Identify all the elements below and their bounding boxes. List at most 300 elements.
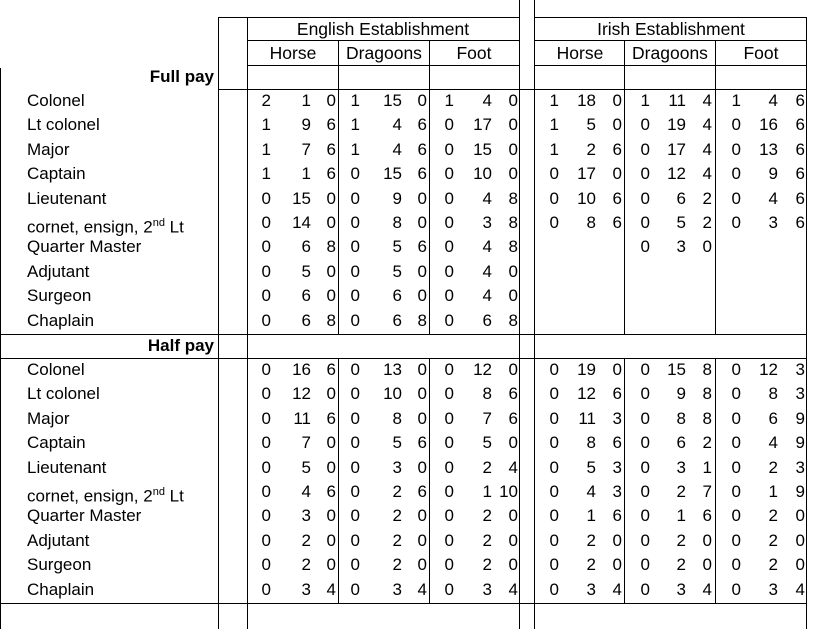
- pay-cell: 3: [482, 213, 492, 232]
- rank-label: Major: [27, 409, 70, 428]
- pay-cell: 0: [508, 433, 518, 452]
- pay-cell: 0: [417, 286, 427, 305]
- pay-cell: 0: [417, 384, 427, 403]
- pay-cell: 0: [549, 164, 559, 183]
- full-pay-section-label: Full pay: [149, 67, 214, 86]
- pay-cell: 1: [768, 482, 778, 501]
- pay-cell: 0: [326, 555, 336, 574]
- pay-cell: 0: [350, 531, 360, 550]
- pay-cell: 8: [586, 433, 596, 452]
- pay-cell: 1: [350, 115, 360, 134]
- rank-label: Colonel: [27, 360, 85, 379]
- pay-cell: 4: [482, 189, 492, 208]
- pay-cell: 0: [326, 433, 336, 452]
- pay-cell: 0: [350, 506, 360, 525]
- pay-cell: 0: [508, 262, 518, 281]
- pay-cell: 12: [577, 384, 596, 403]
- pay-cell: 3: [612, 482, 622, 501]
- pay-cell: 6: [301, 286, 311, 305]
- pay-cell: 0: [640, 115, 650, 134]
- column-rule: [338, 359, 339, 603]
- pay-cell: 6: [326, 140, 336, 159]
- pay-cell: 0: [508, 140, 518, 159]
- pay-cell: 2: [676, 531, 686, 550]
- pay-cell: 0: [731, 213, 741, 232]
- pay-cell: 0: [326, 189, 336, 208]
- row-rule: [534, 40, 806, 41]
- pay-cell: 0: [731, 409, 741, 428]
- pay-cell: 6: [795, 164, 805, 183]
- pay-cell: 6: [417, 164, 427, 183]
- rank-label: Lieutenant: [27, 458, 107, 477]
- pay-cell: 0: [731, 458, 741, 477]
- pay-cell: 1: [350, 91, 360, 110]
- pay-cell: 6: [326, 115, 336, 134]
- pay-cell: 8: [586, 213, 596, 232]
- pay-cell: 0: [350, 164, 360, 183]
- pay-cell: 9: [392, 189, 402, 208]
- pay-cell: 6: [417, 237, 427, 256]
- pay-cell: 0: [261, 555, 271, 574]
- pay-cell: 0: [612, 360, 622, 379]
- pay-cell: 0: [261, 506, 271, 525]
- pay-cell: 0: [350, 311, 360, 330]
- pay-cell: 9: [795, 409, 805, 428]
- pay-cell: 5: [586, 458, 596, 477]
- pay-cell: 4: [586, 482, 596, 501]
- rank-label: Captain: [27, 164, 86, 183]
- pay-cell: 0: [508, 286, 518, 305]
- pay-cell: 0: [640, 531, 650, 550]
- pay-cell: 3: [768, 580, 778, 599]
- pay-cell: 0: [731, 384, 741, 403]
- pay-cell: 0: [326, 213, 336, 232]
- pay-cell: 0: [731, 580, 741, 599]
- pay-cell: 8: [702, 384, 712, 403]
- column-rule: [624, 359, 625, 603]
- pay-cell: 0: [731, 531, 741, 550]
- pay-cell: 8: [702, 409, 712, 428]
- pay-cell: 6: [417, 433, 427, 452]
- pay-cell: 4: [392, 140, 402, 159]
- pay-cell: 0: [549, 213, 559, 232]
- pay-cell: 0: [417, 555, 427, 574]
- pay-cell: 0: [640, 237, 650, 256]
- pay-cell: 8: [482, 384, 492, 403]
- pay-cell: 0: [731, 189, 741, 208]
- pay-cell: 4: [702, 140, 712, 159]
- pay-cell: 2: [768, 555, 778, 574]
- rank-label: Surgeon: [27, 555, 92, 574]
- pay-cell: 8: [508, 189, 518, 208]
- pay-cell: 13: [759, 140, 778, 159]
- pay-cell: 4: [702, 91, 712, 110]
- rank-label: Surgeon: [27, 286, 92, 305]
- pay-cell: 2: [586, 140, 596, 159]
- row-rule: [0, 603, 806, 604]
- pay-cell: 19: [667, 115, 686, 134]
- pay-cell: 0: [350, 213, 360, 232]
- pay-cell: 3: [676, 237, 686, 256]
- english-dragoons-header: Dragoons: [346, 43, 422, 63]
- pay-cell: 0: [508, 506, 518, 525]
- pay-cell: 0: [444, 286, 454, 305]
- pay-cell: 0: [444, 213, 454, 232]
- pay-cell: 4: [301, 482, 311, 501]
- column-rule: [218, 17, 219, 629]
- pay-cell: 4: [392, 115, 402, 134]
- pay-cell: 0: [261, 433, 271, 452]
- pay-cell: 2: [702, 433, 712, 452]
- pay-cell: 0: [795, 531, 805, 550]
- pay-cell: 0: [261, 237, 271, 256]
- pay-cell: 0: [640, 555, 650, 574]
- rank-label: Major: [27, 140, 70, 159]
- pay-cell: 3: [795, 384, 805, 403]
- pay-cell: 8: [326, 311, 336, 330]
- pay-cell: 2: [676, 555, 686, 574]
- pay-cell: 1: [301, 164, 311, 183]
- column-rule: [429, 359, 430, 603]
- rank-label: Lieutenant: [27, 189, 107, 208]
- pay-cell: 0: [350, 458, 360, 477]
- pay-cell: 0: [731, 506, 741, 525]
- pay-cell: 0: [549, 433, 559, 452]
- column-rule: [247, 17, 248, 629]
- column-rule: [429, 40, 430, 334]
- pay-cell: 2: [301, 555, 311, 574]
- pay-cell: 6: [795, 189, 805, 208]
- pay-cell: 12: [292, 384, 311, 403]
- pay-cell: 0: [549, 458, 559, 477]
- pay-cell: 6: [795, 115, 805, 134]
- rank-label: Lt colonel: [27, 115, 100, 134]
- pay-cell: 0: [326, 91, 336, 110]
- pay-cell: 0: [640, 189, 650, 208]
- pay-cell: 0: [508, 164, 518, 183]
- pay-cell: 6: [612, 140, 622, 159]
- pay-cell: 9: [795, 482, 805, 501]
- pay-cell: 6: [612, 384, 622, 403]
- pay-cell: 6: [417, 482, 427, 501]
- pay-cell: 0: [444, 262, 454, 281]
- pay-cell: 0: [444, 531, 454, 550]
- pay-cell: 6: [702, 506, 712, 525]
- pay-cell: 0: [549, 409, 559, 428]
- pay-cell: 0: [350, 409, 360, 428]
- pay-cell: 0: [640, 458, 650, 477]
- pay-cell: 2: [586, 555, 596, 574]
- pay-cell: 2: [482, 506, 492, 525]
- pay-cell: 2: [392, 555, 402, 574]
- irish-horse-header: Horse: [556, 43, 604, 63]
- pay-cell: 2: [482, 458, 492, 477]
- pay-cell: 5: [301, 262, 311, 281]
- rank-label: Adjutant: [27, 262, 90, 281]
- pay-cell: 1: [261, 164, 271, 183]
- pay-cell: 4: [417, 580, 427, 599]
- pay-cell: 1: [301, 91, 311, 110]
- pay-cell: 0: [444, 311, 454, 330]
- pay-cell: 0: [549, 580, 559, 599]
- pay-cell: 1: [261, 115, 271, 134]
- pay-cell: 2: [482, 555, 492, 574]
- row-rule: [218, 17, 247, 18]
- rank-label: Quarter Master: [27, 237, 142, 256]
- pay-cell: 0: [640, 140, 650, 159]
- pay-cell: 2: [702, 189, 712, 208]
- column-rule: [806, 17, 807, 629]
- pay-cell: 0: [612, 555, 622, 574]
- pay-cell: 0: [612, 164, 622, 183]
- pay-cell: 6: [795, 213, 805, 232]
- pay-cell: 0: [444, 506, 454, 525]
- pay-cell: 6: [795, 140, 805, 159]
- row-rule: [534, 17, 806, 18]
- row-rule: [534, 65, 806, 66]
- pay-cell: 0: [640, 433, 650, 452]
- pay-cell: 16: [759, 115, 778, 134]
- pay-cell: 1: [676, 506, 686, 525]
- pay-cell: 2: [482, 531, 492, 550]
- pay-cell: 6: [676, 189, 686, 208]
- pay-cell: 0: [508, 360, 518, 379]
- pay-cell: 7: [482, 409, 492, 428]
- rank-label: Chaplain: [27, 580, 95, 599]
- pay-cell: 4: [482, 286, 492, 305]
- rank-label: Lt colonel: [27, 384, 100, 403]
- irish-establishment-header: Irish Establishment: [597, 19, 745, 39]
- pay-cell: 6: [508, 409, 518, 428]
- pay-cell: 0: [795, 506, 805, 525]
- row-rule: [247, 65, 519, 66]
- pay-cell: 0: [444, 482, 454, 501]
- pay-cell: 1: [640, 91, 650, 110]
- pay-cell: 9: [768, 164, 778, 183]
- pay-cell: 0: [350, 433, 360, 452]
- pay-cell: 6: [676, 433, 686, 452]
- pay-cell: 2: [392, 482, 402, 501]
- pay-cell: 0: [261, 580, 271, 599]
- pay-cell: 6: [508, 384, 518, 403]
- pay-cell: 8: [702, 360, 712, 379]
- pay-cell: 0: [350, 360, 360, 379]
- irish-dragoons-header: Dragoons: [632, 43, 708, 63]
- pay-cell: 6: [612, 433, 622, 452]
- pay-cell: 4: [702, 164, 712, 183]
- pay-cell: 0: [261, 482, 271, 501]
- english-establishment-header: English Establishment: [296, 19, 470, 39]
- pay-cell: 0: [640, 506, 650, 525]
- pay-cell: 0: [549, 384, 559, 403]
- pay-cell: 0: [640, 164, 650, 183]
- pay-cell: 4: [482, 262, 492, 281]
- rank-label: Quarter Master: [27, 506, 142, 525]
- pay-cell: 0: [612, 531, 622, 550]
- pay-cell: 0: [795, 555, 805, 574]
- pay-cell: 11: [578, 409, 596, 428]
- pay-cell: 5: [482, 433, 492, 452]
- pay-cell: 3: [676, 580, 686, 599]
- pay-cell: 0: [261, 189, 271, 208]
- pay-cell: 0: [508, 115, 518, 134]
- pay-cell: 4: [768, 189, 778, 208]
- pay-cell: 3: [301, 506, 311, 525]
- pay-cell: 0: [702, 555, 712, 574]
- pay-cell: 2: [392, 531, 402, 550]
- pay-cell: 2: [768, 506, 778, 525]
- pay-cell: 0: [261, 262, 271, 281]
- pay-cell: 0: [640, 384, 650, 403]
- rank-label: Captain: [27, 433, 86, 452]
- pay-cell: 0: [549, 506, 559, 525]
- column-rule: [519, 0, 520, 629]
- pay-cell: 0: [731, 164, 741, 183]
- pay-cell: 2: [768, 531, 778, 550]
- pay-cell: 0: [549, 360, 559, 379]
- pay-cell: 0: [261, 384, 271, 403]
- pay-cell: 0: [326, 384, 336, 403]
- pay-cell: 0: [612, 115, 622, 134]
- pay-cell: 17: [667, 140, 686, 159]
- pay-cell: 3: [482, 580, 492, 599]
- pay-cell: 0: [444, 409, 454, 428]
- pay-cell: 0: [731, 115, 741, 134]
- pay-cell: 14: [292, 213, 311, 232]
- pay-cell: 5: [676, 213, 686, 232]
- pay-cell: 8: [326, 237, 336, 256]
- pay-cell: 4: [508, 580, 518, 599]
- row-rule: [0, 358, 806, 359]
- pay-cell: 11: [293, 409, 311, 428]
- pay-cell: 0: [417, 506, 427, 525]
- pay-cell: 3: [586, 580, 596, 599]
- pay-cell: 16: [292, 360, 311, 379]
- pay-cell: 4: [612, 580, 622, 599]
- pay-cell: 1: [702, 458, 712, 477]
- pay-cell: 9: [301, 115, 311, 134]
- pay-cell: 0: [261, 531, 271, 550]
- row-rule: [218, 89, 806, 90]
- pay-cell: 0: [417, 409, 427, 428]
- pay-cell: 0: [417, 360, 427, 379]
- pay-cell: 6: [482, 311, 492, 330]
- pay-cell: 0: [417, 531, 427, 550]
- pay-cell: 0: [350, 286, 360, 305]
- pay-cell: 0: [350, 555, 360, 574]
- pay-cell: 0: [326, 286, 336, 305]
- pay-cell: 0: [444, 580, 454, 599]
- pay-cell: 2: [301, 531, 311, 550]
- pay-cell: 0: [444, 140, 454, 159]
- pay-cell: 8: [676, 409, 686, 428]
- pay-cell: 0: [417, 91, 427, 110]
- pay-cell: 0: [731, 555, 741, 574]
- pay-cell: 1: [549, 115, 559, 134]
- pay-cell: 2: [676, 482, 686, 501]
- pay-cell: 1: [586, 506, 596, 525]
- pay-cell: 17: [473, 115, 492, 134]
- pay-cell: 3: [612, 409, 622, 428]
- column-rule: [534, 0, 535, 629]
- ordinal-suffix: nd: [152, 486, 165, 498]
- pay-cell: 3: [768, 213, 778, 232]
- pay-cell: 6: [417, 115, 427, 134]
- pay-cell: 15: [473, 140, 492, 159]
- pay-cell: 0: [508, 91, 518, 110]
- pay-cell: 0: [417, 262, 427, 281]
- pay-cell: 0: [326, 531, 336, 550]
- pay-cell: 0: [444, 555, 454, 574]
- pay-cell: 17: [577, 164, 596, 183]
- pay-cell: 3: [795, 360, 805, 379]
- pay-cell: 1: [549, 140, 559, 159]
- pay-cell: 0: [326, 458, 336, 477]
- pay-cell: 0: [549, 555, 559, 574]
- pay-cell: 0: [508, 531, 518, 550]
- pay-cell: 19: [577, 360, 596, 379]
- pay-cell: 8: [417, 311, 427, 330]
- pay-cell: 0: [444, 164, 454, 183]
- pay-cell: 12: [473, 360, 492, 379]
- pay-cell: 6: [301, 237, 311, 256]
- pay-cell: 3: [392, 580, 402, 599]
- pay-cell: 8: [392, 213, 402, 232]
- pay-cell: 0: [326, 506, 336, 525]
- pay-cell: 18: [577, 91, 596, 110]
- pay-cell: 12: [667, 164, 686, 183]
- pay-cell: 4: [768, 91, 778, 110]
- pay-cell: 0: [444, 433, 454, 452]
- pay-cell: 7: [301, 140, 311, 159]
- pay-cell: 0: [640, 360, 650, 379]
- pay-cell: 1: [482, 482, 492, 501]
- rank-label: cornet, ensign, 2nd Lt: [27, 486, 184, 506]
- pay-cell: 6: [326, 409, 336, 428]
- pay-cell: 6: [392, 311, 402, 330]
- column-rule: [715, 40, 716, 334]
- pay-cell: 5: [301, 458, 311, 477]
- pay-cell: 3: [392, 458, 402, 477]
- pay-cell: 0: [261, 409, 271, 428]
- pay-cell: 0: [350, 262, 360, 281]
- column-rule: [0, 68, 1, 629]
- pay-cell: 2: [702, 213, 712, 232]
- pay-cell: 6: [326, 360, 336, 379]
- pay-cell: 3: [795, 458, 805, 477]
- rank-label: Colonel: [27, 91, 85, 110]
- pay-cell: 0: [417, 458, 427, 477]
- pay-cell: 0: [417, 213, 427, 232]
- half-pay-section-label: Half pay: [147, 336, 214, 355]
- pay-cell: 6: [612, 506, 622, 525]
- pay-cell: 0: [731, 482, 741, 501]
- pay-cell: 6: [612, 213, 622, 232]
- pay-cell: 4: [326, 580, 336, 599]
- ordinal-suffix: nd: [152, 217, 165, 229]
- pay-cell: 5: [392, 433, 402, 452]
- pay-cell: 12: [759, 360, 778, 379]
- pay-cell: 7: [702, 482, 712, 501]
- pay-cell: 0: [350, 237, 360, 256]
- pay-cell: 0: [640, 580, 650, 599]
- pay-cell: 0: [549, 482, 559, 501]
- pay-cell: 9: [676, 384, 686, 403]
- pay-cell: 7: [301, 433, 311, 452]
- pay-cell: 6: [612, 189, 622, 208]
- pay-cell: 3: [676, 458, 686, 477]
- pay-cell: 0: [640, 213, 650, 232]
